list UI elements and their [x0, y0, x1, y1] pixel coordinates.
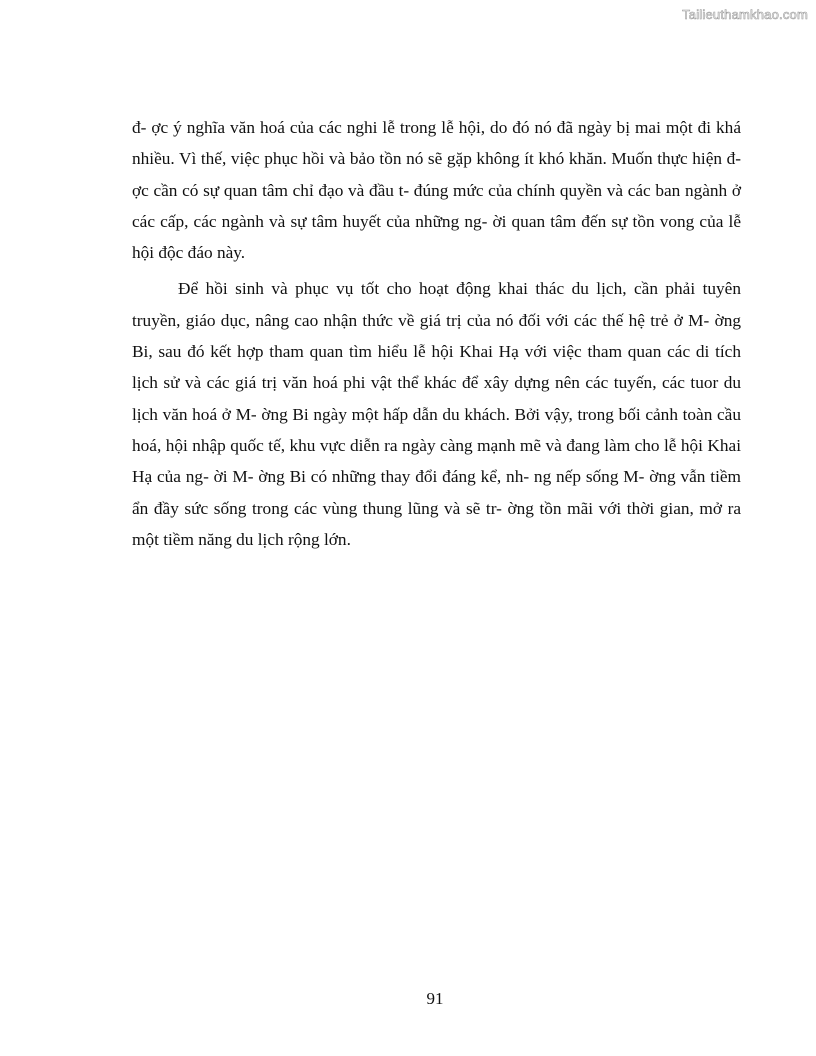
paragraph-1: đ- ợc ý nghĩa văn hoá của các nghi lễ trong lễ hội, do đó nó đã ngày bị mai một đi khá nhiều. Vì thế, việc phục hồi và bảo tồn nó sẽ gặp không ít khó khăn. Muốn thực hiện đ- ợc cần có sự quan tâm chỉ đạo và đầu t- đúng mức của chính quyền và các ban ngành ở các cấp, các ngành và sự tâm huyết của những ng- ời quan tâm đến sự tồn vong của lễ hội độc đáo này. [132, 118, 741, 263]
paragraph-2: Để hồi sinh và phục vụ tốt cho hoạt động khai thác du lịch, cần phải tuyên truyền, giáo dục, nâng cao nhận thức về giá trị của nó đối với các thế hệ trẻ ở M- ờng Bi, sau đó kết hợp tham quan tìm hiểu lễ hội Khai Hạ với việc tham quan các di tích lịch sử và các giá trị văn hoá phi vật thể khác để xây dựng nên các tuyến, các tuor du lịch văn hoá ở M- ờng Bi ngày một hấp dẫn du khách. Bởi vậy, trong bối cảnh toàn cầu hoá, hội nhập quốc tế, khu vực diễn ra ngày càng mạnh mẽ và đang làm cho lễ hội Khai Hạ của ng- ời M- ờng Bi có những thay đổi đáng kể, nh- ng nếp sống M- ờng vẫn tiềm ẩn đầy sức sống trong các vùng thung lũng và sẽ tr- ờng tồn mãi với thời gian, mở ra một tiềm năng du lịch rộng lớn. [132, 279, 741, 549]
document-body [132, 112, 741, 555]
page-number: 91 [426, 989, 444, 1008]
watermark: Tailieuthamkhao.com [682, 7, 808, 22]
